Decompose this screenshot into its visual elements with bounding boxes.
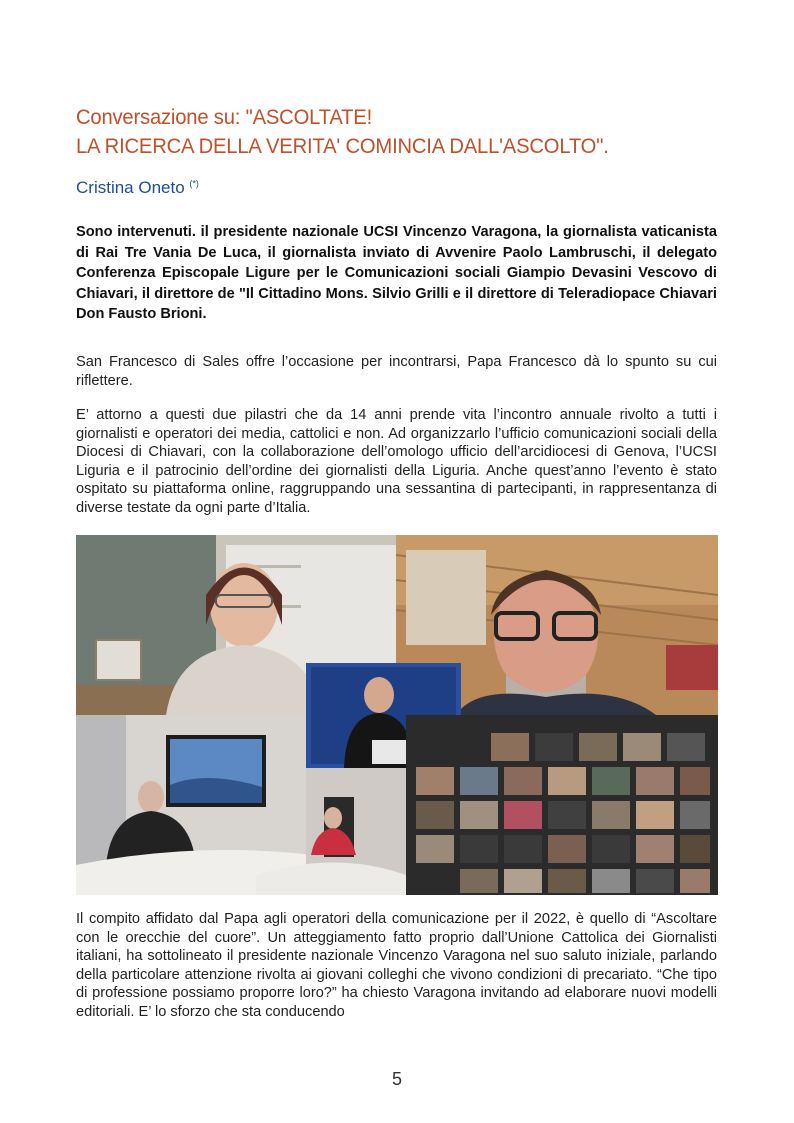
- video-conference-collage-photo: [76, 535, 718, 895]
- author-byline: [76, 178, 199, 198]
- lead-paragraph: Sono intervenuti. il presidente nazionale UCSI Vincenzo Varagona, la giornalista vaticanista di Rai Tre Vania De Luca, il giornalista inviato di Avvenire Paolo Lambruschi, il delegato Conferenza Episcopale Ligure per le Comunicazioni sociali Giampio Devasini Vescovo di Chiavari, il direttore de "Il Cittadino Mons. Silvio Grilli e il direttore di Teleradiopace Chiavari Don Fausto Brioni.: [76, 224, 717, 322]
- title-line-2: LA RICERCA DELLA VERITA' COMINCIA DALL'ASCOLTO".: [76, 134, 609, 158]
- body-paragraph-2: E’ attorno a questi due pilastri che da 14 anni prende vita l’incontro annuale rivolto a tutti i giornalisti e operatori dei media, cattolici e non. Ad organizzarlo l’ufficio comunicazioni sociali della Diocesi di Chiavari, con la collaborazione dell’omologo ufficio dell’arcidiocesi di Genova, l’UCSI Liguria e il patrocinio dell’ordine dei giornalisti della Liguria. Anche quest’anno l’evento è stato ospitato su piattaforma online, raggruppando una sessantina di partecipanti, in rappresentanza di diverse testate da ogni parte d’Italia.: [76, 407, 717, 516]
- page-number: 5: [391, 1069, 402, 1089]
- title-line-1: Conversazione su: "ASCOLTATE!: [76, 105, 373, 129]
- article-title: [76, 103, 696, 161]
- author-name: Cristina Oneto: [76, 178, 185, 197]
- author-footnote-marker: (*): [189, 178, 199, 189]
- body-paragraph-1: San Francesco di Sales offre l’occasione per incontrarsi, Papa Francesco dà lo spunto su cui riflettere.: [76, 354, 717, 389]
- body-paragraph-3: Il compito affidato dal Papa agli operatori della comunicazione per il 2022, è quello di “Ascoltare con le orecchie del cuore”. Un atteggiamento fatto proprio dall’Unione Cattolica dei Giornalisti italiani, ha sottolineato il presidente nazionale Vincenzo Varagona nel suo saluto iniziale, parlando della particolare attenzione rivolta ai giovani colleghi che vivono condizioni di precariato. “Che tipo di professione possiamo proporre loro?” ha chiesto Varagona invitando ad elaborare nuovi modelli editoriali. E’ lo sforzo che sta conducendo: [76, 911, 717, 1020]
